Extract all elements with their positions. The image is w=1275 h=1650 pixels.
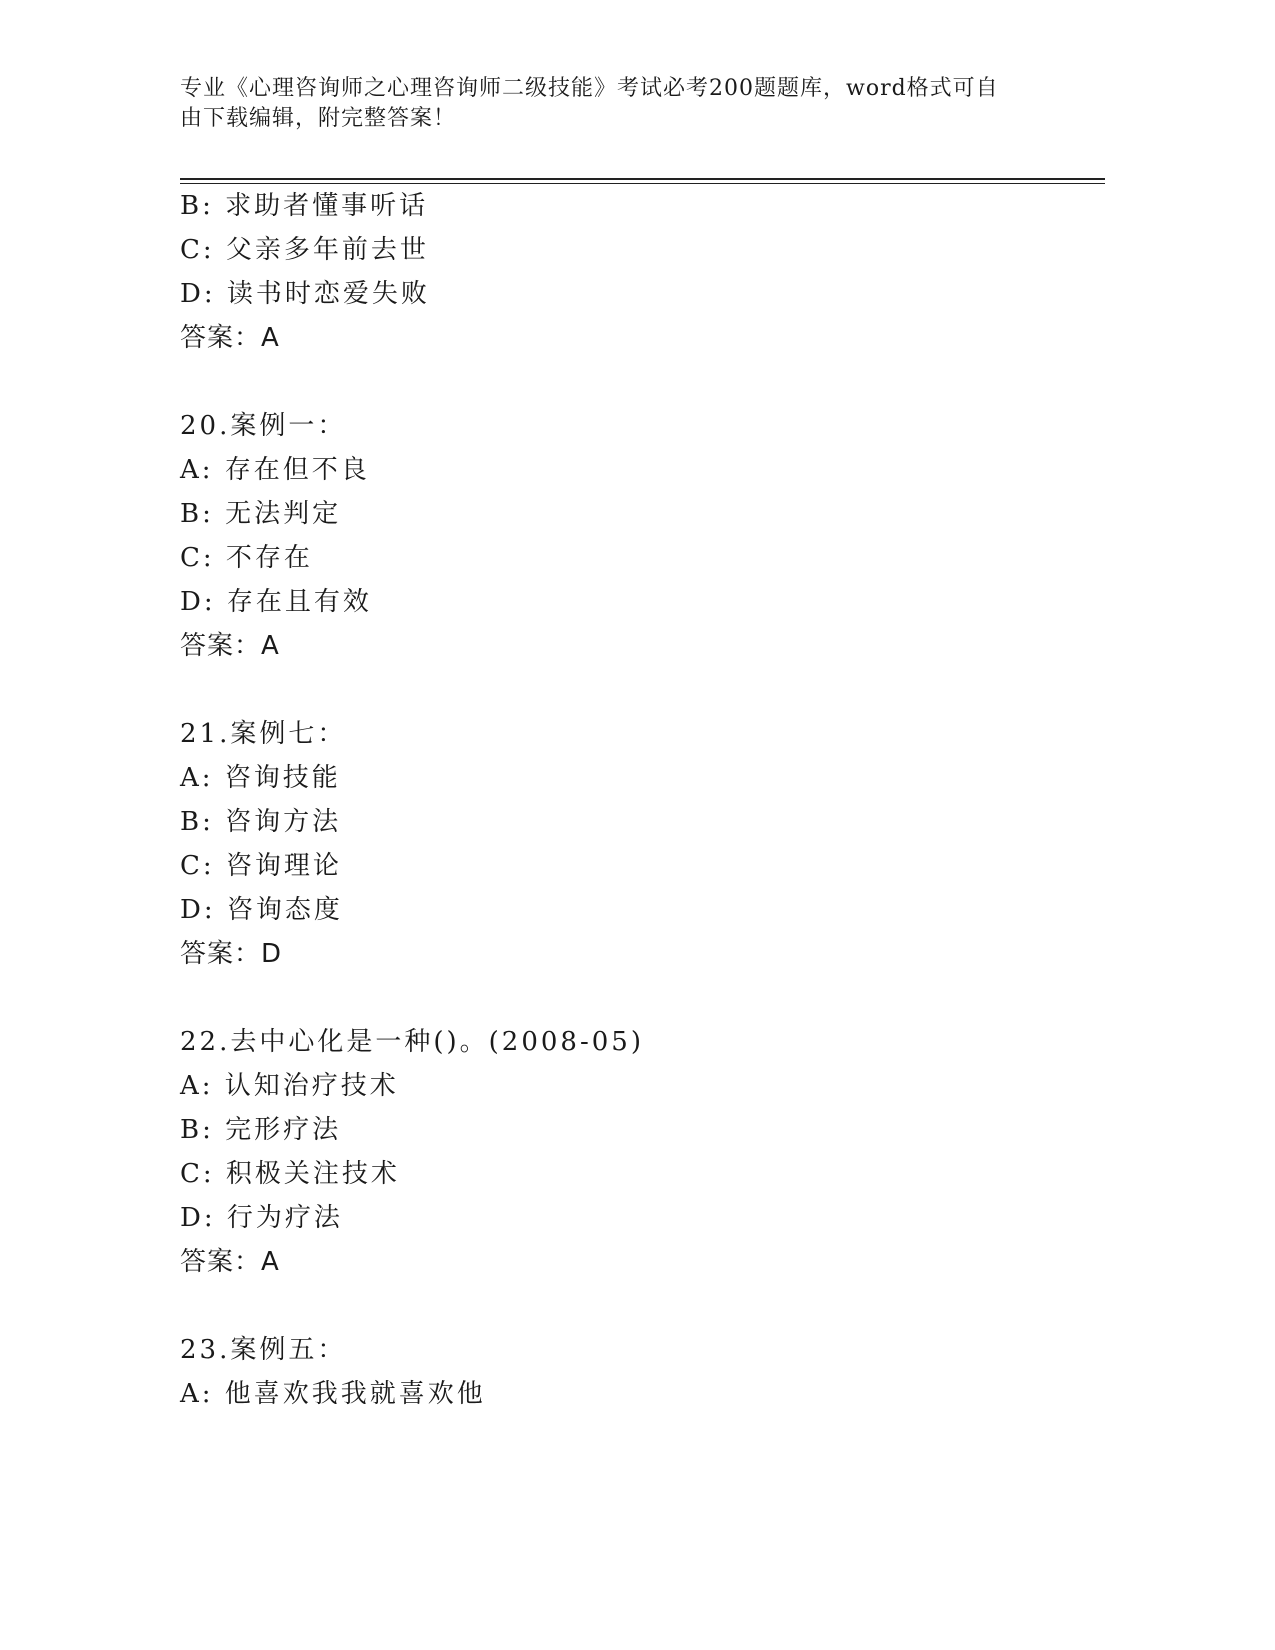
answer-line: 答案：A [180,1247,280,1277]
option-a: A: 咨询技能 [180,763,341,793]
option-d: D: 读书时恋爱失败 [180,279,430,309]
option-d: D: 行为疗法 [180,1203,343,1233]
question-title: 21.案例七： [180,719,347,749]
option-c: C: 积极关注技术 [180,1159,400,1189]
question-title: 20.案例一： [180,411,347,441]
header-divider-thick [180,178,1105,180]
option-c: C: 不存在 [180,543,313,573]
option-c: C: 父亲多年前去世 [180,235,429,265]
option-b: B: 求助者懂事听话 [180,191,429,221]
option-d: D: 咨询态度 [180,895,343,925]
option-b: B: 完形疗法 [180,1115,342,1145]
option-a: A: 他喜欢我我就喜欢他 [180,1379,486,1409]
answer-line: 答案：D [180,939,283,969]
option-b: B: 咨询方法 [180,807,342,837]
header-line-1: 专业《心理咨询师之心理咨询师二级技能》考试必考200题题库，word格式可自 [180,76,999,101]
question-list [180,184,1105,1416]
question-23 [180,1328,1105,1416]
answer-line: 答案：A [180,631,280,661]
header-line-2: 由下载编辑，附完整答案！ [180,106,457,131]
question-22 [180,1020,1105,1284]
question-fragment [180,184,1105,360]
option-d: D: 存在且有效 [180,587,372,617]
option-a: A: 认知治疗技术 [180,1071,399,1101]
question-title: 23.案例五： [180,1335,347,1365]
question-21 [180,712,1105,976]
question-20 [180,404,1105,668]
question-title: 22.去中心化是一种()。(2008-05) [180,1027,644,1057]
option-a: A: 存在但不良 [180,455,370,485]
answer-line: 答案：A [180,323,280,353]
option-b: B: 无法判定 [180,499,342,529]
document-header [180,74,1060,134]
option-c: C: 咨询理论 [180,851,342,881]
